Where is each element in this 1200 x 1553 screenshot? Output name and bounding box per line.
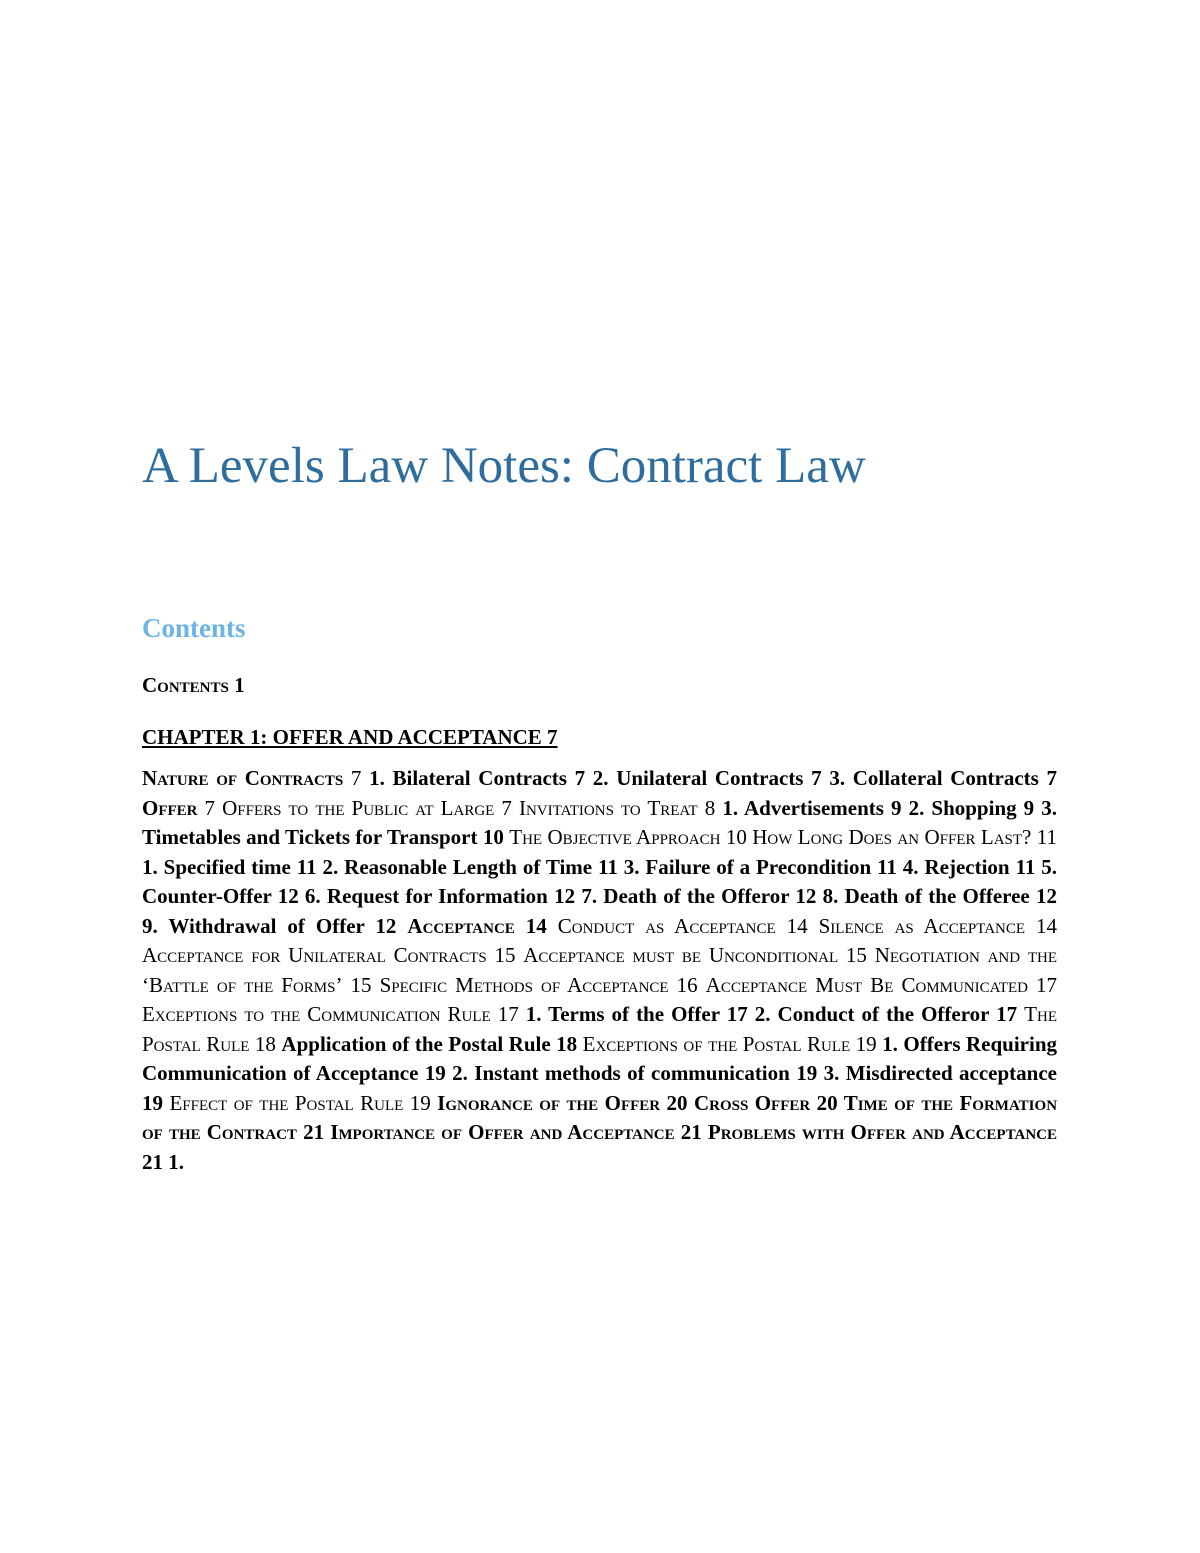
toc-entry-run[interactable]: Application of the Postal Rule 18: [281, 1031, 583, 1056]
toc-entry-run: 17: [1027, 972, 1058, 997]
toc-entry-run: 11: [1031, 825, 1057, 849]
toc-entry-run[interactable]: 1. Specified time 11 2. Reasonable Length of Time 11 3. Failure of a Precondition 11 4. Rejection 11 5. Counter-Offer 12 6. Request for Information 12 7. Death of the Offeror 12 8. Death of the Offeree 12 9. Withdrawal of Offer 12: [142, 854, 1057, 938]
toc-entry-run[interactable]: 1. Advertisements 9 2. Shopping 9 3. Timetables and Tickets for Transport 10: [142, 795, 1057, 849]
toc-entry-run[interactable]: 1. Bilateral Contracts 7 2. Unilateral Contracts 7 3. Collateral Contracts 7: [369, 766, 1058, 790]
toc-entry-run[interactable]: Invitations to Treat: [518, 795, 698, 820]
toc-chapter-heading[interactable]: CHAPTER 1: OFFER AND ACCEPTANCE 7: [142, 725, 558, 749]
toc-entry-run[interactable]: Exceptions of the Postal Rule: [582, 1031, 851, 1056]
toc-entry-run[interactable]: Acceptance for Unilateral Contracts: [142, 943, 487, 967]
toc-entry-run: 14: [775, 913, 819, 938]
toc-entry-run[interactable]: The Postal Rule: [142, 1002, 1057, 1056]
toc-entry-run[interactable]: Acceptance 14: [407, 913, 547, 938]
toc-entry-run: [547, 914, 558, 938]
toc-entry-run[interactable]: Silence as Acceptance: [818, 913, 1026, 938]
toc-entry-run: 7: [343, 766, 370, 790]
toc-entry-contents[interactable]: Contents 1: [142, 673, 245, 697]
toc-entry-run: 18: [249, 1031, 282, 1056]
toc-entry-run: 7: [494, 795, 519, 820]
document-title: A Levels Law Notes: Contract Law: [142, 438, 866, 494]
toc-heading: Contents: [142, 613, 246, 643]
toc-entry-run[interactable]: Exceptions to the Communication Rule: [142, 1002, 491, 1026]
toc-entry-run[interactable]: Acceptance must be Unconditional: [523, 943, 839, 967]
toc-entry-run[interactable]: How Long Does an Offer Last?: [752, 825, 1032, 849]
toc-entry-run: 15: [342, 972, 380, 997]
toc-entry-run[interactable]: Conduct as Acceptance: [557, 913, 776, 938]
toc-entries: [142, 764, 1057, 1177]
toc-entry-run: 19: [850, 1031, 883, 1056]
toc-entry-run[interactable]: Effect of the Postal Rule: [169, 1090, 404, 1115]
toc-entry-run: 19: [403, 1090, 438, 1115]
toc-entry-run[interactable]: The Objective Approach: [509, 825, 721, 849]
toc-entry-run: 16: [668, 972, 706, 997]
toc-entry-run[interactable]: Nature of Contracts: [142, 766, 344, 790]
toc-entry-run: 8: [697, 795, 723, 820]
toc-entry-run[interactable]: Specific Methods of Acceptance: [379, 972, 669, 997]
toc-entry-run[interactable]: Ignorance of the Offer 20 Cross Offer 20 Time of the Formation of the Contract 21 Importance of Offer and Acceptance 21 Problems with Offer and Acceptance 21: [142, 1090, 1058, 1174]
toc-entry-run[interactable]: 1. Offers Requiring Communication of Acceptance 19 2. Instant methods of communication 19 3. Misdirected acceptance 19: [142, 1031, 1058, 1115]
toc-entry-run[interactable]: Offers to the Public at Large: [222, 795, 495, 820]
toc-entry-run[interactable]: Negotiation and the ‘Battle of the Forms’: [142, 943, 1057, 997]
toc-entry-run: 15: [486, 943, 524, 967]
toc-entry-run[interactable]: 1. Terms of the Offer 17 2. Conduct of the Offeror 17: [525, 1002, 1025, 1026]
toc-entry-run: 10: [720, 825, 753, 849]
toc-entry-run: 17: [490, 1002, 526, 1026]
toc-entry-run: 7: [197, 795, 223, 820]
toc-entry-run: 14: [1025, 913, 1057, 938]
toc-entry-run: 15: [838, 943, 875, 967]
toc-entry-run[interactable]: 1.: [163, 1149, 184, 1174]
toc-entry-run[interactable]: Offer: [142, 795, 198, 820]
toc-entry-run[interactable]: Acceptance Must Be Communicated: [705, 972, 1028, 997]
